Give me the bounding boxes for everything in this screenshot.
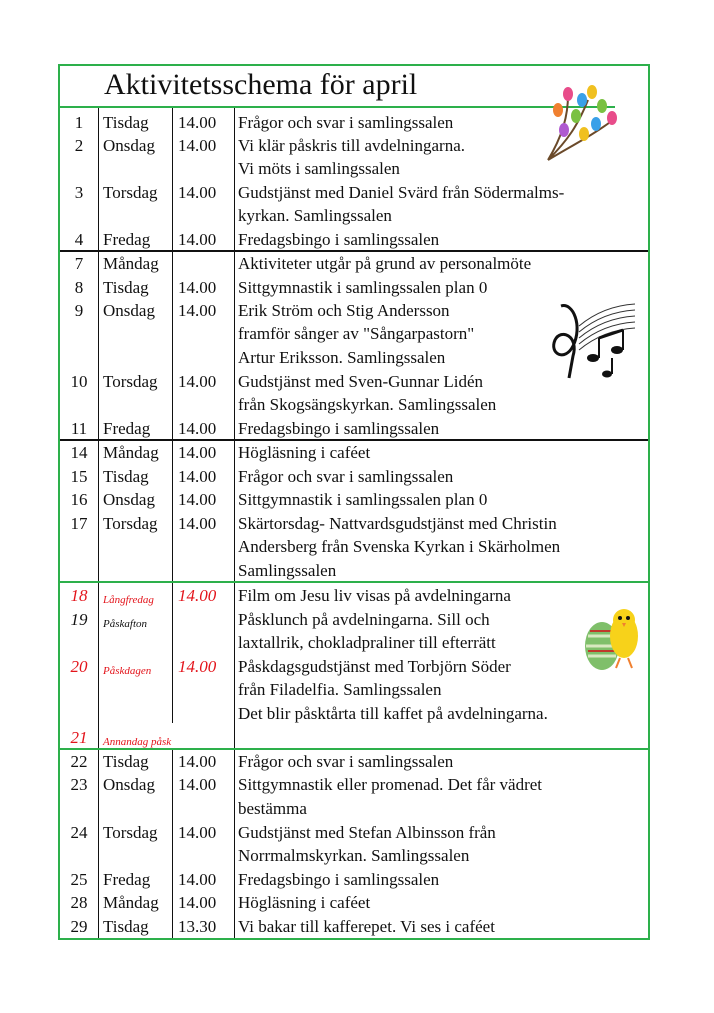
activity-cell: Film om Jesu liv visas på avdelningarna xyxy=(238,586,511,605)
date-cell: 21 xyxy=(70,728,88,747)
time-cell: 14.00 xyxy=(178,893,217,912)
day-cell: Annandag påsk xyxy=(103,736,172,748)
activity-cell: Högläsning i caféet xyxy=(238,893,371,912)
day-cell: Tisdag xyxy=(103,917,149,936)
time-cell: 14.00 xyxy=(178,586,217,605)
time-cell: 14.00 xyxy=(178,870,217,889)
activity-cell: Frågor och svar i samlingssalen xyxy=(238,752,454,771)
day-cell: Fredag xyxy=(103,419,151,438)
activity-cell: Frågor och svar i samlingssalen xyxy=(238,467,454,486)
column-divider xyxy=(172,750,173,938)
date-cell: 15 xyxy=(70,467,88,486)
easter-egg-chick-icon xyxy=(580,606,642,674)
day-cell: Fredag xyxy=(103,870,151,889)
date-cell: 14 xyxy=(70,443,88,462)
day-cell: Tisdag xyxy=(103,113,149,132)
activity-cell: Sittgymnastik eller promenad. Det får vädret xyxy=(238,775,543,794)
date-cell: 10 xyxy=(70,372,88,391)
day-cell: Torsdag xyxy=(103,514,158,533)
activity-cell: Aktiviteter utgår på grund av personalmöte xyxy=(238,254,532,273)
day-cell: Långfredag xyxy=(103,594,154,606)
week-separator xyxy=(60,581,648,583)
time-cell: 14.00 xyxy=(178,490,217,509)
activity-cell: från Filadelfia. Samlingssalen xyxy=(238,680,442,699)
activity-cell: Andersberg från Svenska Kyrkan i Skärholmen xyxy=(238,537,561,556)
activity-cell: Sittgymnastik i samlingssalen plan 0 xyxy=(238,278,488,297)
column-divider xyxy=(98,750,99,938)
activity-cell: Fredagsbingo i samlingssalen xyxy=(238,230,440,249)
activity-cell: Påsklunch på avdelningarna. Sill och xyxy=(238,610,490,629)
activity-cell: Vi bakar till kafferepet. Vi ses i caféet xyxy=(238,917,495,936)
day-cell: Onsdag xyxy=(103,136,155,155)
time-cell: 14.00 xyxy=(178,467,217,486)
activity-cell: Gudstjänst med Stefan Albinsson från xyxy=(238,823,496,842)
day-cell: Måndag xyxy=(103,254,159,273)
time-cell: 14.00 xyxy=(178,113,217,132)
date-cell: 25 xyxy=(70,870,88,889)
activity-cell: Erik Ström och Stig Andersson xyxy=(238,301,450,320)
time-cell: 14.00 xyxy=(178,183,217,202)
activity-cell: Frågor och svar i samlingssalen xyxy=(238,113,454,132)
activity-cell: Samlingssalen xyxy=(238,561,337,580)
time-cell: 14.00 xyxy=(178,301,217,320)
activity-cell: Gudstjänst med Daniel Svärd från Södermalms- xyxy=(238,183,565,202)
time-cell: 14.00 xyxy=(178,823,217,842)
activity-cell: Skärtorsdag- Nattvardsgudstjänst med Christin xyxy=(238,514,557,533)
day-cell: Torsdag xyxy=(103,183,158,202)
time-cell: 14.00 xyxy=(178,514,217,533)
column-divider xyxy=(234,750,235,938)
date-cell: 23 xyxy=(70,775,88,794)
date-cell: 24 xyxy=(70,823,88,842)
day-cell: Fredag xyxy=(103,230,151,249)
column-divider xyxy=(234,108,235,748)
activity-cell: Fredagsbingo i samlingssalen xyxy=(238,870,440,889)
column-divider xyxy=(172,108,173,723)
activity-cell: från Skogsängskyrkan. Samlingssalen xyxy=(238,395,497,414)
date-cell: 19 xyxy=(70,610,88,629)
date-cell: 4 xyxy=(74,230,84,249)
activity-cell: Vi möts i samlingssalen xyxy=(238,159,400,178)
day-cell: Torsdag xyxy=(103,372,158,391)
date-cell: 18 xyxy=(70,586,88,605)
activity-cell: framför sånger av "Sångarpastorn" xyxy=(238,324,475,343)
time-cell: 14.00 xyxy=(178,372,217,391)
activity-cell: Det blir påsktårta till kaffet på avdelningarna. xyxy=(238,704,548,723)
date-cell: 29 xyxy=(70,917,88,936)
time-cell: 14.00 xyxy=(178,443,217,462)
column-divider xyxy=(98,108,99,748)
day-cell: Måndag xyxy=(103,893,159,912)
time-cell: 14.00 xyxy=(178,419,217,438)
day-cell: Torsdag xyxy=(103,823,158,842)
day-cell: Onsdag xyxy=(103,775,155,794)
activity-cell: Norrmalmskyrkan. Samlingssalen xyxy=(238,846,470,865)
date-cell: 9 xyxy=(74,301,84,320)
easter-branch-icon xyxy=(538,80,622,164)
activity-cell: bestämma xyxy=(238,799,307,818)
page-title: Aktivitetsschema för april xyxy=(104,68,418,101)
day-cell: Måndag xyxy=(103,443,159,462)
date-cell: 7 xyxy=(74,254,84,273)
date-cell: 2 xyxy=(74,136,84,155)
time-cell: 14.00 xyxy=(178,136,217,155)
day-cell: Påskdagen xyxy=(103,665,152,677)
day-cell: Påskafton xyxy=(103,618,147,630)
date-cell: 20 xyxy=(70,657,88,676)
day-cell: Tisdag xyxy=(103,278,149,297)
activity-cell: Sittgymnastik i samlingssalen plan 0 xyxy=(238,490,488,509)
activity-cell: Artur Eriksson. Samlingssalen xyxy=(238,348,446,367)
activity-cell: Gudstjänst med Sven-Gunnar Lidén xyxy=(238,372,484,391)
time-cell: 13.30 xyxy=(178,917,217,936)
activity-cell: Högläsning i caféet xyxy=(238,443,371,462)
activity-cell: kyrkan. Samlingssalen xyxy=(238,206,392,225)
date-cell: 16 xyxy=(70,490,88,509)
time-cell: 14.00 xyxy=(178,752,217,771)
music-notes-icon xyxy=(543,296,639,382)
date-cell: 3 xyxy=(74,183,84,202)
date-cell: 22 xyxy=(70,752,88,771)
date-cell: 28 xyxy=(70,893,88,912)
day-cell: Onsdag xyxy=(103,301,155,320)
title-divider xyxy=(60,106,615,108)
time-cell: 14.00 xyxy=(178,775,217,794)
day-cell: Tisdag xyxy=(103,752,149,771)
date-cell: 1 xyxy=(74,113,84,132)
activity-cell: Vi klär påskris till avdelningarna. xyxy=(238,136,466,155)
day-cell: Tisdag xyxy=(103,467,149,486)
date-cell: 17 xyxy=(70,514,88,533)
activity-cell: Påskdagsgudstjänst med Torbjörn Söder xyxy=(238,657,511,676)
day-cell: Onsdag xyxy=(103,490,155,509)
date-cell: 11 xyxy=(70,419,88,438)
date-cell: 8 xyxy=(74,278,84,297)
time-cell: 14.00 xyxy=(178,278,217,297)
activity-cell: Fredagsbingo i samlingssalen xyxy=(238,419,440,438)
time-cell: 14.00 xyxy=(178,657,217,676)
time-cell: 14.00 xyxy=(178,230,217,249)
activity-cell: laxtallrik, chokladpraliner till efterrätt xyxy=(238,633,496,652)
